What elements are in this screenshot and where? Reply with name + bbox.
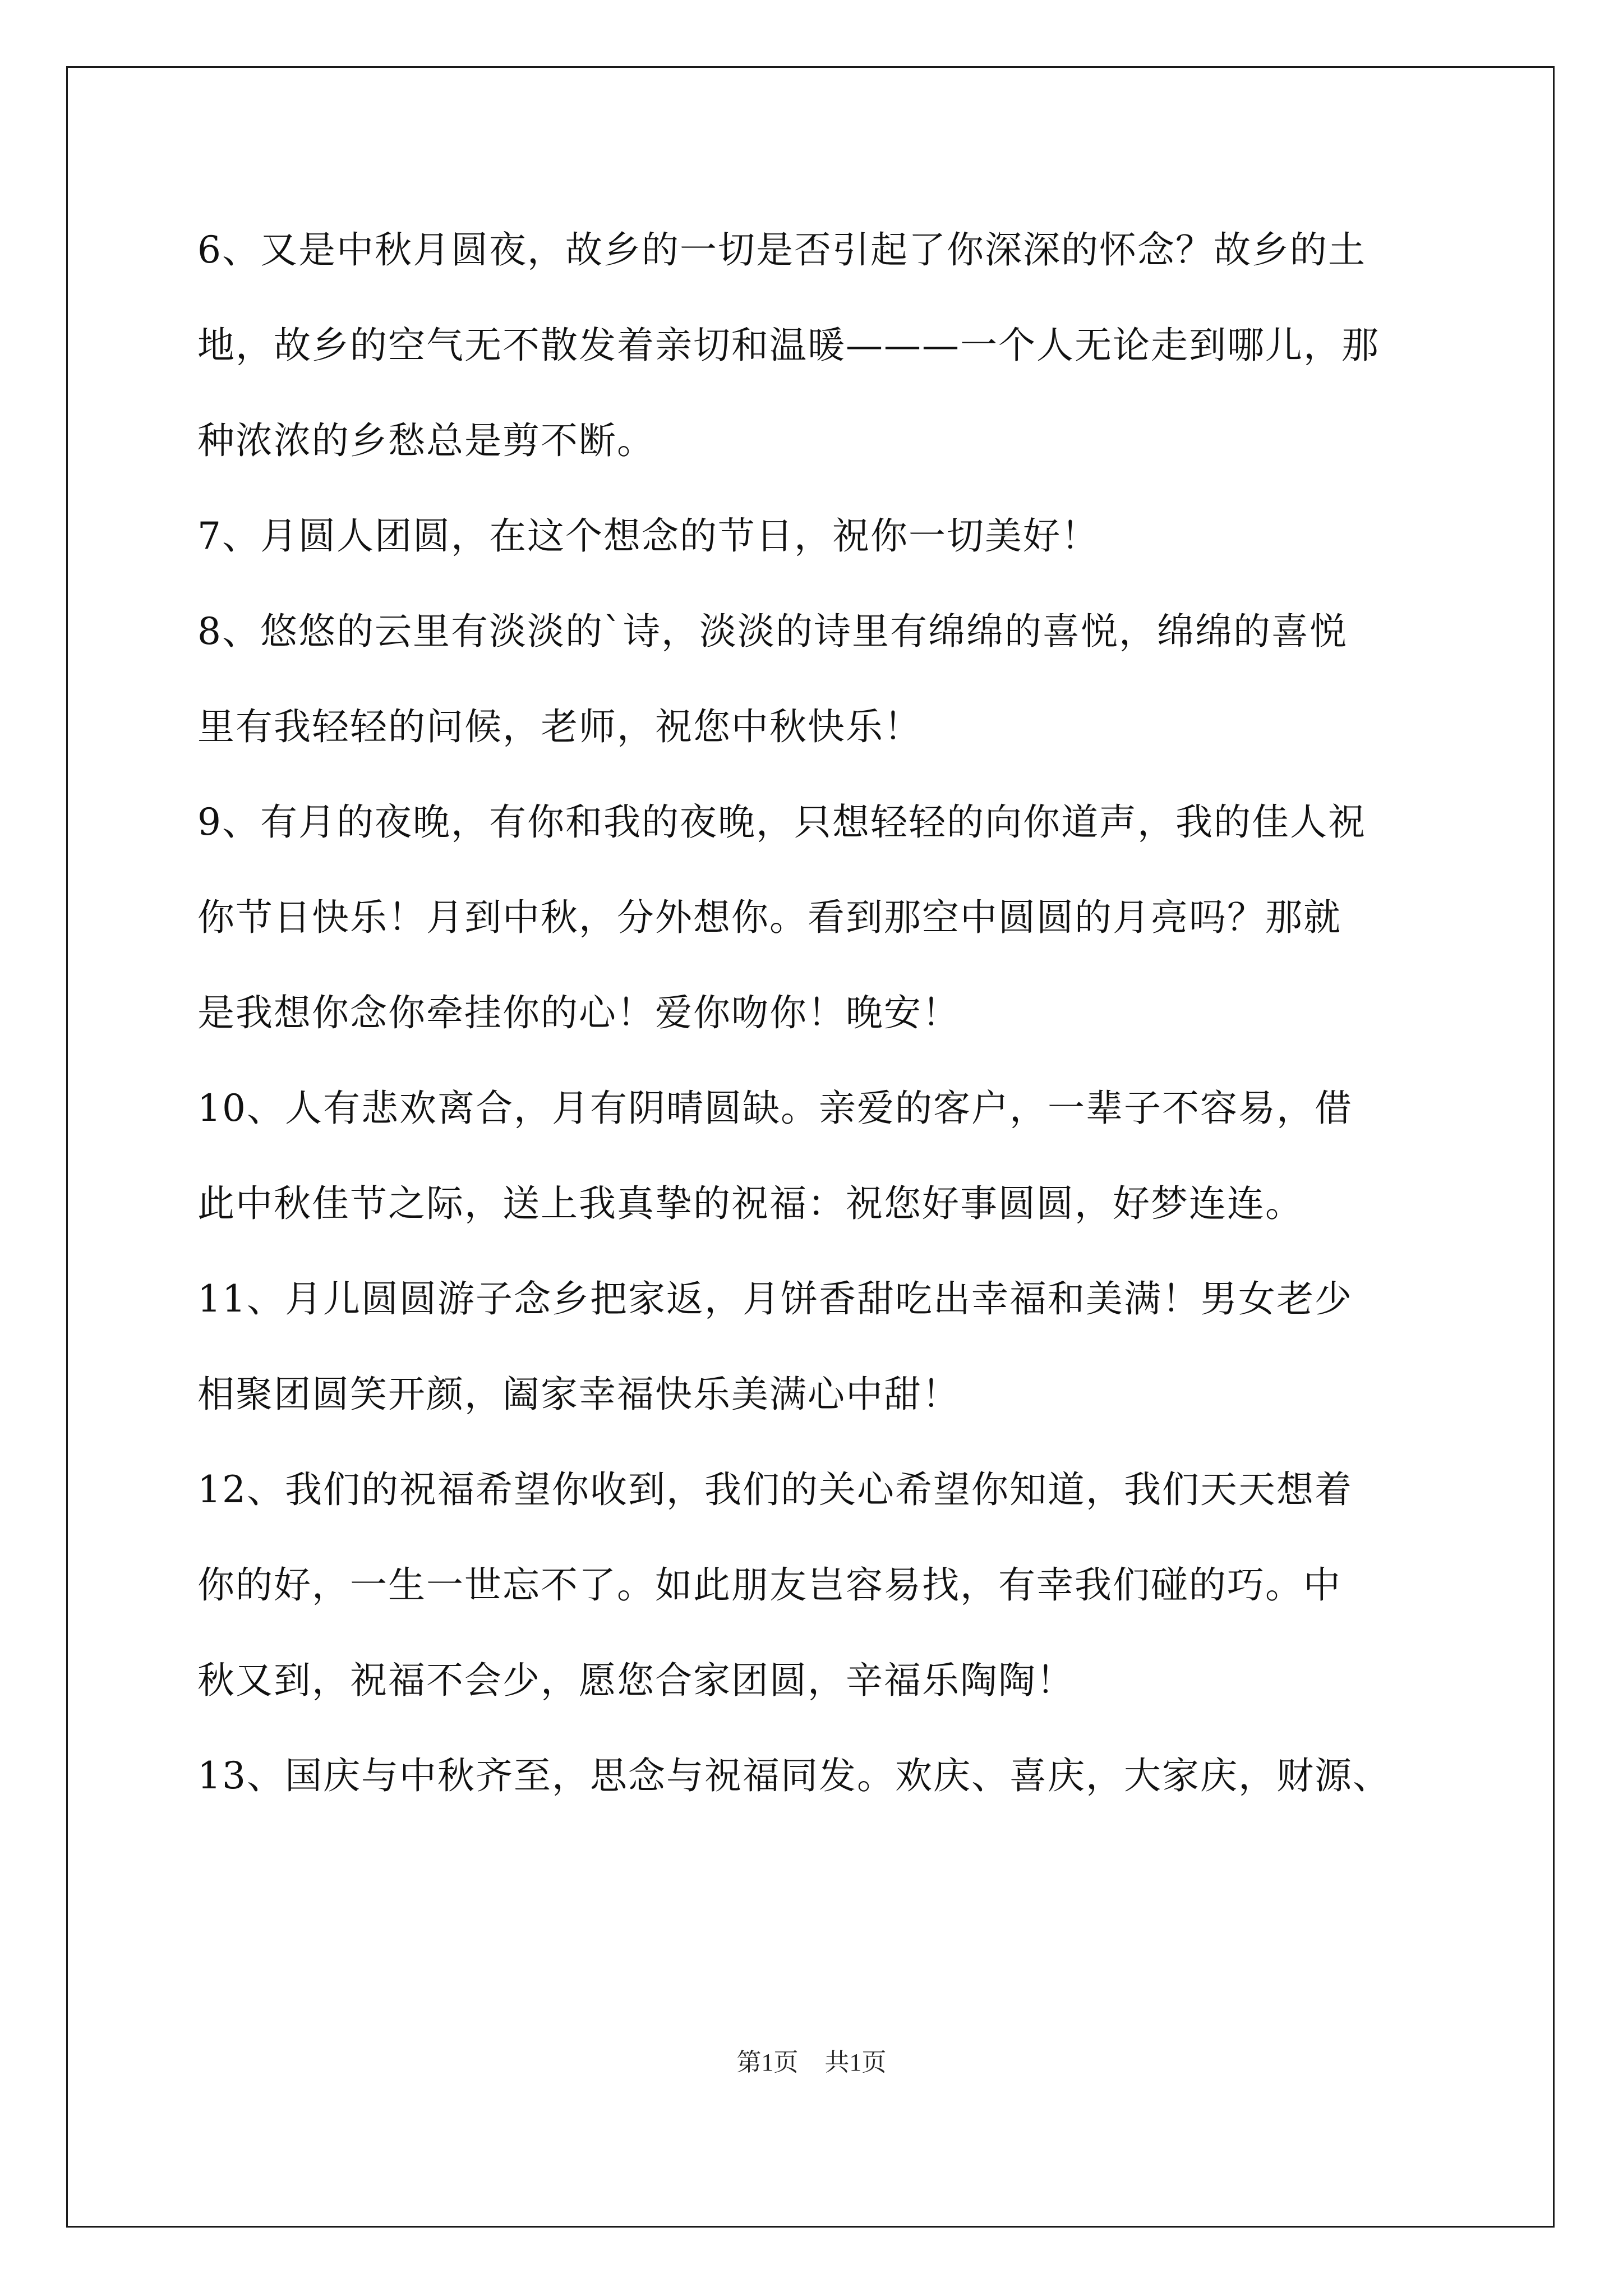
text-line: 12、我们的祝福希望你收到，我们的关心希望你知道，我们天天想着 [197, 1468, 1353, 1511]
text-line: 秋又到，祝福不会少，愿您合家团圆，辛福乐陶陶！ [197, 1659, 1075, 1702]
text-line: 是我想你念你牵挂你的心！爱你吻你！晚安！ [197, 991, 960, 1034]
text-line: 9、有月的夜晚，有你和我的夜晚，只想轻轻的向你道声，我的佳人祝 [197, 800, 1366, 844]
page-number-total: 共1页 [824, 2049, 887, 2076]
text-line: 你节日快乐！月到中秋，分外想你。看到那空中圆圆的月亮吗？那就 [197, 896, 1341, 939]
text-line: 里有我轻轻的问候，老师，祝您中秋快乐！ [197, 705, 922, 748]
page-footer [0, 2042, 1623, 2078]
text-line: 相聚团圆笑开颜，阖家幸福快乐美满心中甜！ [197, 1373, 960, 1416]
text-line: 13、国庆与中秋齐至，思念与祝福同发。欢庆、喜庆，大家庆，财源、 [197, 1754, 1391, 1797]
text-line: 地，故乡的空气无不散发着亲切和温暖———一个人无论走到哪儿，那 [197, 324, 1380, 367]
text-line: 7、月圆人团圆，在这个想念的节日，祝你一切美好！ [197, 514, 1099, 558]
text-line: 此中秋佳节之际，送上我真挚的祝福：祝您好事圆圆，好梦连连。 [197, 1182, 1303, 1225]
page-number-current: 第1页 [736, 2049, 799, 2076]
text-line: 10、人有悲欢离合，月有阴晴圆缺。亲爱的客户，一辈子不容易，借 [197, 1087, 1353, 1130]
text-line: 种浓浓的乡愁总是剪不断。 [197, 419, 655, 462]
text-line: 8、悠悠的云里有淡淡的`诗，淡淡的诗里有绵绵的喜悦，绵绵的喜悦 [197, 610, 1348, 653]
text-line: 6、又是中秋月圆夜，故乡的一切是否引起了你深深的怀念？故乡的土 [197, 228, 1366, 272]
text-line: 11、月儿圆圆游子念乡把家返，月饼香甜吃出幸福和美满！男女老少 [197, 1277, 1353, 1320]
text-line: 你的好，一生一世忘不了。如此朋友岂容易找，有幸我们碰的巧。中 [197, 1563, 1341, 1607]
document-body [197, 224, 1431, 1846]
